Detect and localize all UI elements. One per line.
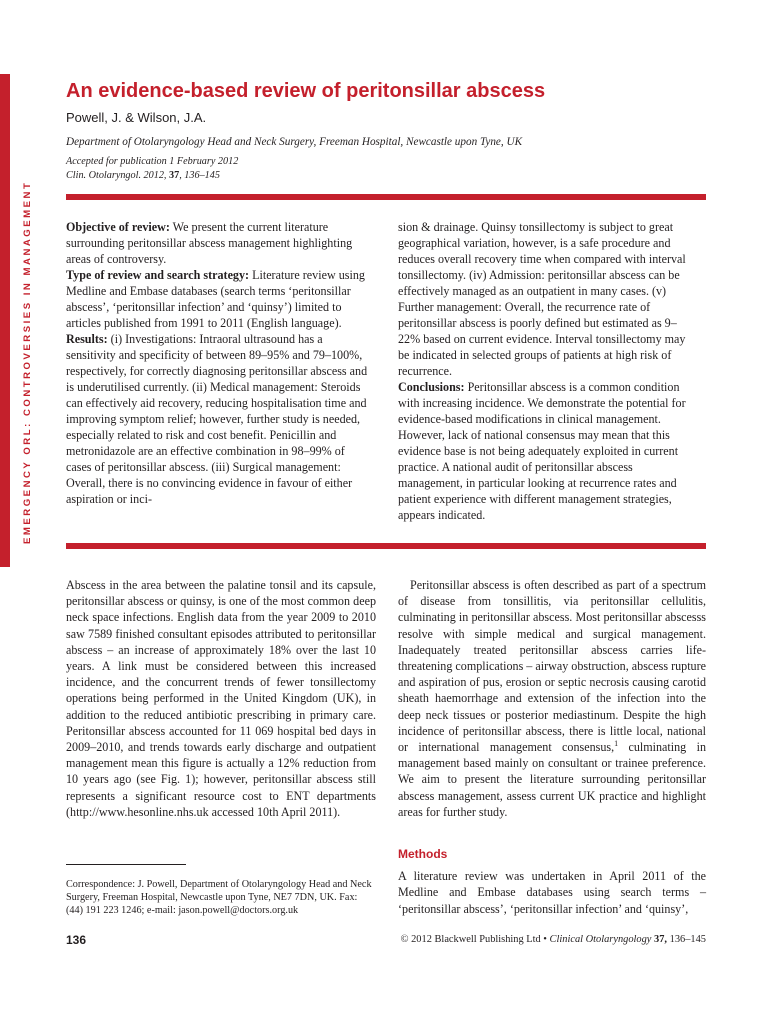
affiliation: Department of Otolaryngology Head and Neck Surgery, Freeman Hospital, Newcastle upon Tyne, UK: [66, 136, 523, 148]
article-title: An evidence-based review of peritonsillar abscess: [66, 80, 546, 102]
section-label-vertical: EMERGENCY ORL: CONTROVERSIES IN MANAGEMENT: [22, 180, 33, 544]
body-column-right: [398, 577, 706, 917]
authors: Powell, J. & Wilson, J.A.: [66, 110, 207, 125]
abstract-conclusions: Conclusions: Peritonsillar abscess is a common condition with increasing incidence. We demonstrate the potential for evidence-based modifications in clinical management. However, lack of national consensus may mean that this evidence base is not being adequately exploited in current practice. A national audit of peritonsillar abscess management, in particular looking at recurrence rates and patient experience with different management strategies, appears indicated.: [398, 380, 686, 522]
page-number: 136: [66, 933, 87, 947]
intro-paragraph-2: Peritonsillar abscess is often described as part of a spectrum of disease from tonsillitis, via peritonsillar cellulitis, culminating in peritonsillar abscess. Most peritonsillar abscesss resolve with simple medical and surgical management. Inadequately treated peritonsillar abscess carries life-threatening complications – airway obstruction, abscess rupture and aspiration of pus, erosion or septic necrosis causing carotid sheath haemorrhage and extension of the infection into the deep neck tissues or posterior mediastinum. Despite the high incidence of peritonsillar abscess, there is little local, national or international management consensus,$^1$ culminating in management based mainly on consultant or trainee preference. We aim to present the literature surrounding peritonsillar abscess management, assess current UK practice and highlight areas for further study.: [398, 578, 706, 819]
reference-1[interactable]: 1: [614, 739, 619, 748]
abstract-objective: Objective of review: We present the current literature surrounding peritonsillar abscess management highlighting areas of controversy.: [66, 220, 353, 266]
footnote-rule: [66, 864, 186, 865]
abstract-column-left: [66, 219, 368, 507]
journal-footer: © 2012 Blackwell Publishing Ltd • Clinical Otolaryngology 37, 136–145: [400, 934, 706, 945]
abstract-results: Results: (i) Investigations: Intraoral ultrasound has a sensitivity and specificity of between 89–95% and 79–100%, respectively, for correctly diagnosing peritonsillar abscess and is underutilised currently. (ii) Medical management: Steroids can effectively aid recovery, reducing hospitalisation time and improving symptom relief; however, further study is needed, especially related to risk and cost benefit. Penicillin and metronidazole are an effective combination in 98–99% of cases of peritonsillar abscess. (iii) Surgical management: Overall, there is no convincing evidence in favour of either aspiration or inci-: [66, 332, 368, 506]
side-accent-bar: [0, 74, 10, 567]
abstract-results-cont: sion & drainage. Quinsy tonsillectomy is subject to great geographical variation, however, is a safe procedure and reduces overall recovery time when compared with interval tonsillectomy. (iv) Admission: peritonsillar abscess can be effectively managed as an outpatient in many cases. (v) Further management: Overall, the recurrence rate of peritonsillar abscess is poorly defined but estimated as 9–22% based on current evidence. Interval tonsillectomy may be indicated in selected groups of patients at high risk of recurrence.: [398, 220, 686, 378]
abstract-search-strategy: Type of review and search strategy: Literature review using Medline and Embase databases (search terms ‘peritonsillar abscess’, ‘peritonsillar infection’ and ‘quinsy’) limited to articles published from 1991 to 2011 (English language).: [66, 268, 365, 330]
accepted-date: Accepted for publication 1 February 2012: [66, 156, 239, 167]
methods-paragraph: A literature review was undertaken in April 2011 of the Medline and Embase databases using search terms – ‘peritonsillar abscess’, ‘peritonsillar infection’ and ‘quinsy’,: [398, 869, 706, 916]
body-column-left: [66, 577, 376, 820]
citation: Clin. Otolaryngol. 2012, 37, 136–145: [66, 170, 220, 181]
abstract-column-right: [398, 219, 696, 523]
abstract-bottom-divider: [66, 543, 706, 549]
top-divider: [66, 194, 706, 200]
intro-paragraph-1: Abscess in the area between the palatine tonsil and its capsule, peritonsillar abscess or quinsy, is one of the most common deep neck space infections. English data from the year 2009 to 2010 saw 7589 finished consultant episodes attributed to peritonsillar abscess – an increase of approximately 18% over the last 10 years. A link must be considered between this increased incidence, and the concurrent trends of fewer tonsillectomy operations being performed in the United Kingdom (UK), in addition to the reduced antibiotic prescribing in primary care. Peritonsillar abscess accounted for 11 069 hospital bed days in 2009–2010, and trends towards early discharge and outpatient management mean this figure is actually a 12% reduction from 10 years ago (see Fig. 1); however, peritonsillar abscess still represents a significant resource cost to ENT departments (http://www.hesonline.nhs.uk accessed 10th April 2011).: [66, 578, 376, 819]
publication-info: [66, 155, 238, 183]
methods-heading: Methods: [398, 847, 448, 862]
correspondence-note: Correspondence: J. Powell, Department of Otolaryngology Head and Neck Surgery, Freeman Hospital, Newcastle upon Tyne, NE7 7DN, UK. Fax: (44) 191 223 1246; e-mail: jason.powell@doctors.org.uk: [66, 879, 372, 916]
